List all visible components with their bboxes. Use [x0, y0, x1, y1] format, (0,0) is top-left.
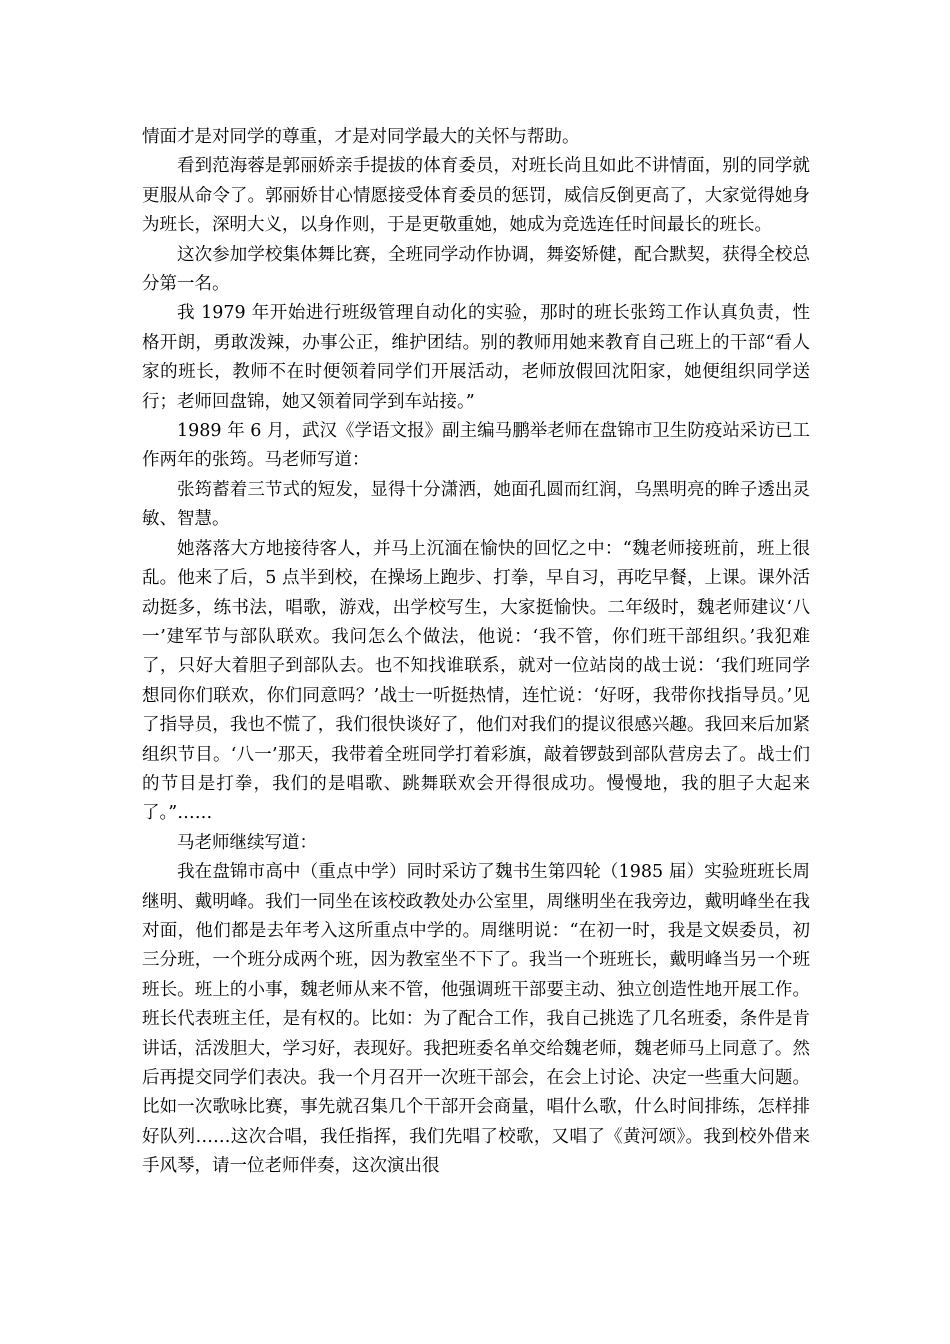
paragraph: 情面才是对同学的尊重，才是对同学最大的关怀与帮助。	[142, 127, 580, 147]
paragraph: 马老师继续写道：	[177, 832, 317, 853]
paragraph: 她落落大方地接待客人，并马上沉湎在愉快的回忆之中：“魏老师接班前，班上很乱。他来了后，5 点半到校，在操场上跑步、打拳，早自习，再吃早餐，上课。课外活动挺多，练书法，唱歌，游戏，出学校写生，大家挺愉快。二年级时，魏老师建议‘八一’建军节与部队联欢。我问怎么个做法，他说：‘我不管，你们班干部组织。’我犯难了，只好大着胆子到部队去。也不知找谁联系，就对一位站岗的战士说：‘我们班同学想同你们联欢，你们同意吗？’战士一听挺热情，连忙说：‘好呀，我带你找指导员。’见了指导员，我也不慌了，我们很快谈好了，他们对我们的提议很感兴趣。我回来后加紧组织节目。‘八一’那天，我带着全班同学打着彩旗，敲着锣鼓到部队营房去了。战士们的节目是打拳，我们的是唱歌、跳舞联欢会开得很成功。慢慢地，我的胆子大起来了。”……	[142, 538, 810, 824]
paragraph: 张筠蓄着三节式的短发，显得十分潇洒，她面孔圆而红润，乌黑明亮的眸子透出灵敏、智慧。	[142, 479, 810, 530]
paragraph: 我 1979 年开始进行班级管理自动化的实验，那时的班长张筠工作认真负责，性格开朗，勇敢泼辣，办事公正，维护团结。别的教师用她来教育自己班上的干部“看人家的班长，教师不在时便领着同学们开展活动，老师放假回沈阳家，她便组织同学送行；老师回盘锦，她又领着同学到车站接。”	[142, 303, 810, 412]
document-body	[142, 123, 810, 1182]
paragraph: 看到范海蓉是郭丽娇亲手提拔的体育委员，对班长尚且如此不讲情面，别的同学就更服从命令了。郭丽娇甘心情愿接受体育委员的惩罚，威信反倒更高了，大家觉得她身为班长，深明大义，以身作则，于是更敬重她，她成为竞选连任时间最长的班长。	[142, 156, 810, 236]
paragraph: 我在盘锦市高中（重点中学）同时采访了魏书生第四轮（1985 届）实验班班长周继明、戴明峰。我们一同坐在该校政教处办公室里，周继明坐在我旁边，戴明峰坐在我对面，他们都是去年考入这所重点中学的。周继明说：“在初一时，我是文娱委员，初三分班，一个班分成两个班，因为教室坐不下了。我当一个班班长，戴明峰当另一个班班长。班上的小事，魏老师从来不管，他强调班干部要主动、独立创造性地开展工作。班长代表班主任，是有权的。比如：为了配合工作，我自己挑选了几名班委，条件是肯讲话，活泼胆大，学习好，表现好。我把班委名单交给魏老师，魏老师马上同意了。然后再提交同学们表决。我一个月召开一次班干部会，在会上讨论、决定一些重大问题。比如一次歌咏比赛，事先就召集几个干部开会商量，唱什么歌，什么时间排练，怎样排好队列……这次合唱，我任指挥，我们先唱了校歌，又唱了《黄河颂》。我到校外借来手风琴，请一位老师伴奏，这次演出很	[142, 862, 810, 1177]
paragraph: 这次参加学校集体舞比赛，全班同学动作协调，舞姿矫健，配合默契，获得全校总分第一名。	[142, 244, 810, 295]
paragraph: 1989 年 6 月，武汉《学语文报》副主编马鹏举老师在盘锦市卫生防疫站采访已工作两年的张筠。马老师写道：	[142, 421, 810, 471]
